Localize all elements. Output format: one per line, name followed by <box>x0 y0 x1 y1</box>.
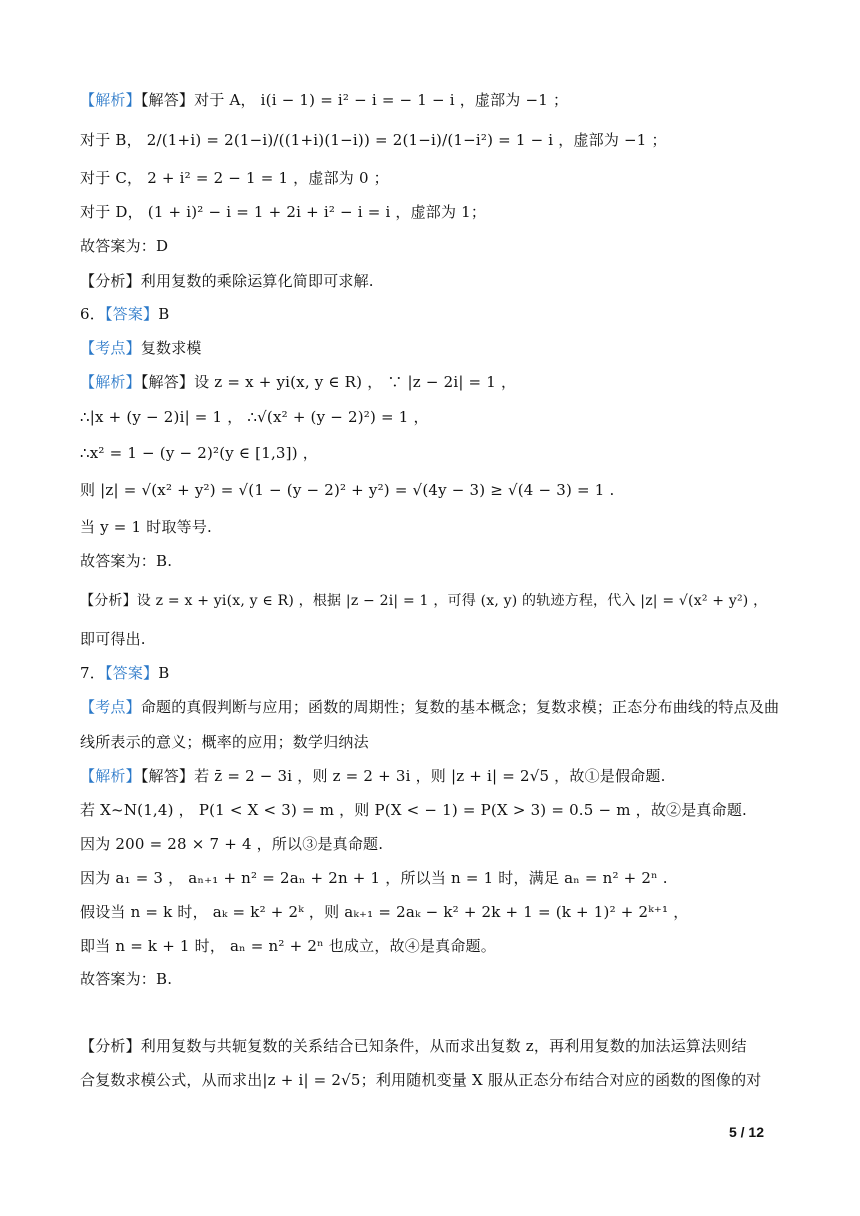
line-text: 因为 200 = 28 × 7 + 4 ，所以③是真命题. <box>80 835 384 853</box>
line-text: 复数求模 <box>140 339 202 357</box>
text-line <box>80 588 782 614</box>
line-text: 当 y = 1 时取等号. <box>80 518 213 536</box>
text-line <box>80 335 782 361</box>
question-number: 7． <box>80 664 105 682</box>
text-line <box>80 933 782 959</box>
line-text: 【解答】对于 A， i(i − 1) = i² − i = − 1 − i ，虚部为 −1 ； <box>140 91 569 109</box>
text-line <box>80 127 782 153</box>
line-text: 若 X~N(1,4) ， P(1 < X < 3) = m ，则 P(X < − 1) = P(X > 3) = 0.5 − m ，故②是真命题. <box>80 801 747 819</box>
section-tag: 【解析】 <box>80 767 141 785</box>
text-line <box>80 87 782 113</box>
section-tag: 【考点】 <box>80 698 141 716</box>
text-line <box>80 404 782 430</box>
line-text: 对于 D， (1 + i)² − i = 1 + 2i + i² − i = i ，虚部为 1； <box>80 203 487 221</box>
line-text: 对于 C， 2 + i² = 2 − 1 = 1 ，虚部为 0 ； <box>80 169 389 187</box>
line-text: B <box>158 305 170 323</box>
line-text: 故答案为：B. <box>80 970 173 988</box>
text-line <box>80 514 782 540</box>
line-text: 合复数求模公式，从而求出|z + i| = 2√5；利用随机变量 X 服从正态分布结合对应的函数的图像的对 <box>80 1071 762 1089</box>
line-text: 【解答】若 z̄ = 2 − 3i ，则 z = 2 + 3i ，则 |z + i| = 2√5 ，故①是假命题. <box>140 767 666 785</box>
text-line <box>80 899 782 925</box>
section-tag: 【解析】 <box>80 373 141 391</box>
line-text: 即可得出. <box>80 630 146 648</box>
text-line <box>80 660 782 686</box>
section-tag: 【答案】 <box>104 305 159 323</box>
text-line <box>80 199 782 225</box>
text-line <box>80 763 782 789</box>
text-line <box>80 797 782 823</box>
text-line <box>80 477 782 503</box>
line-text: 对于 B， 2/(1+i) = 2(1−i)/((1+i)(1−i)) = 2(1−i)/(1−i²) = 1 − i ，虚部为 −1 ； <box>80 131 667 149</box>
text-line <box>80 1067 782 1093</box>
text-line <box>80 548 782 574</box>
text-line <box>80 831 782 857</box>
text-line <box>80 440 782 466</box>
line-text: ∴x² = 1 − (y − 2)²(y ∈ [1,3]) ， <box>80 444 318 462</box>
text-line <box>80 865 782 891</box>
text-line <box>80 369 782 395</box>
section-tag: 【考点】 <box>80 339 141 357</box>
text-line <box>80 165 782 191</box>
line-text: ∴|x + (y − 2)i| = 1 ， ∴√(x² + (y − 2)²) = 1 ， <box>80 408 429 426</box>
line-text: 故答案为：B. <box>80 552 173 570</box>
text-line <box>80 694 782 720</box>
line-text: 【分析】利用复数与共轭复数的关系结合已知条件，从而求出复数 z，再利用复数的加法运算法则结 <box>80 1037 747 1055</box>
line-text: 线所表示的意义；概率的应用；数学归纳法 <box>80 733 369 751</box>
text-line <box>80 1033 782 1059</box>
text-line <box>80 729 782 755</box>
line-text: 故答案为：D <box>80 237 169 255</box>
text-line <box>80 233 782 259</box>
line-text: B <box>158 664 170 682</box>
text-line <box>80 966 782 992</box>
text-line <box>80 301 782 327</box>
line-text: 【分析】设 z = x + yi(x, y ∈ R) ，根据 |z − 2i| = 1 ，可得 (x, y) 的轨迹方程，代入 |z| = √(x² + y²) ， <box>80 593 768 609</box>
line-text: 【分析】利用复数的乘除运算化简即可求解. <box>80 272 374 290</box>
line-text: 则 |z| = √(x² + y²) = √(1 − (y − 2)² + y²) = √(4y − 3) ≥ √(4 − 3) = 1 . <box>80 481 615 499</box>
line-text: 命题的真假判断与应用；函数的周期性；复数的基本概念；复数求模；正态分布曲线的特点及曲 <box>140 698 780 716</box>
section-tag: 【解析】 <box>80 91 141 109</box>
page-number: 5 / 12 <box>728 1124 764 1140</box>
text-line <box>80 268 782 294</box>
text-line <box>80 626 782 652</box>
section-tag: 【答案】 <box>104 664 159 682</box>
line-text: 假设当 n = k 时， aₖ = k² + 2ᵏ ，则 aₖ₊₁ = 2aₖ − k² + 2k + 1 = (k + 1)² + 2ᵏ⁺¹ ， <box>80 903 689 921</box>
line-text: 【解答】设 z = x + yi(x, y ∈ R) ， ∵ |z − 2i| = 1 ， <box>140 373 517 391</box>
line-text: 因为 a₁ = 3 ， aₙ₊₁ + n² = 2aₙ + 2n + 1 ，所以当 n = 1 时，满足 aₙ = n² + 2ⁿ . <box>80 869 668 887</box>
line-text: 即当 n = k + 1 时， aₙ = n² + 2ⁿ 也成立，故④是真命题。 <box>80 937 496 955</box>
question-number: 6． <box>80 305 105 323</box>
